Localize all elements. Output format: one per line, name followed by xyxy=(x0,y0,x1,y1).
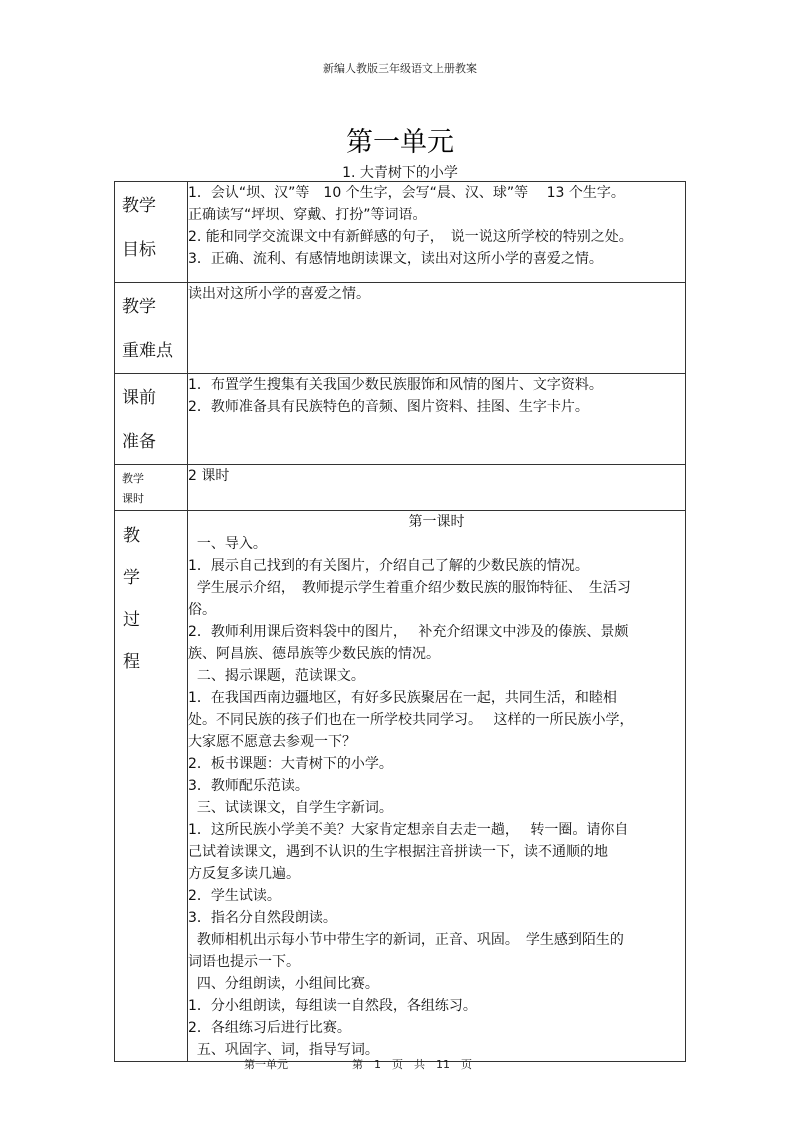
text-line: 处。不同民族的孩子们也在一所学校共同学习。 这样的一所民族小学， xyxy=(188,712,634,728)
content-preparation xyxy=(188,374,686,465)
text-line: 1．会认“坝、汉”等 10 个生字，会写“晨、汉、球”等 13 个生字。 xyxy=(188,185,625,201)
text-line: 正确读写“坪坝、穿戴、打扮”等词语。 xyxy=(188,207,427,223)
text-line: 四、分组朗读，小组间比赛。 xyxy=(188,976,379,992)
label-line: 程 xyxy=(123,652,140,672)
text-line: 俗。 xyxy=(188,602,216,618)
content-class-hours xyxy=(188,465,686,511)
label-line: 教学 xyxy=(122,196,156,216)
text-line: 一、导入。 xyxy=(188,536,267,552)
label-class-hours xyxy=(115,465,188,511)
page-header: 新编人教版三年级语文上册教案 xyxy=(323,62,477,75)
label-line: 学 xyxy=(123,568,140,588)
text-line: 2．教师准备具有民族特色的音频、图片资料、挂图、生字卡片。 xyxy=(188,399,589,415)
text-line: 3．正确、流利、有感情地朗读课文，读出对这所小学的喜爱之情。 xyxy=(188,251,603,267)
label-teaching-goals xyxy=(115,182,188,283)
text-line: 教师相机出示每小节中带生字的新词，正音、巩固。 学生感到陌生的 xyxy=(188,932,624,948)
label-line: 准备 xyxy=(122,432,156,452)
content-teaching-process xyxy=(188,511,686,1062)
label-line: 目标 xyxy=(122,240,156,260)
text-line: 己试着读课文，遇到不认识的生字根据注音拼读一下，读不通顺的地 xyxy=(188,844,608,860)
text-line: 2．教师利用课后资料袋中的图片， 补充介绍课文中涉及的傣族、景颇 xyxy=(188,624,629,640)
content-key-points xyxy=(188,283,686,374)
text-line: 三、试读课文，自学生字新词。 xyxy=(188,800,393,816)
text-line: 3．指名分自然段朗读。 xyxy=(188,910,337,926)
text-line: 2．学生试读。 xyxy=(188,888,281,904)
text-line: 2．各组练习后进行比赛。 xyxy=(188,1020,351,1036)
label-line: 教学 xyxy=(122,297,156,317)
text-line: 1．在我国西南边疆地区，有好多民族聚居在一起，共同生活，和睦相 xyxy=(188,690,617,706)
label-line: 课时 xyxy=(122,492,144,505)
lesson-title: 1. 大青树下的小学 xyxy=(342,165,458,181)
row-teaching-process xyxy=(115,511,686,1062)
label-line: 教学 xyxy=(122,472,144,485)
footer-page-number: 第 1 页 共 11 页 xyxy=(352,1058,472,1071)
text-line: 学生展示介绍， 教师提示学生着重介绍少数民族的服饰特征、 生活习 xyxy=(188,580,631,596)
footer-unit: 第一单元 xyxy=(244,1058,288,1071)
label-line: 重难点 xyxy=(122,341,173,361)
lesson-plan-table xyxy=(114,181,686,1062)
text-line: 1．布置学生搜集有关我国少数民族服饰和风情的图片、文字资料。 xyxy=(188,377,603,393)
content-teaching-goals xyxy=(188,182,686,283)
label-key-points xyxy=(115,283,188,374)
text-line: 五、巩固字、词，指导写词。 xyxy=(188,1042,379,1058)
row-preparation xyxy=(115,374,686,465)
text-line: 1．展示自己找到的有关图片，介绍自己了解的少数民族的情况。 xyxy=(188,558,589,574)
row-class-hours xyxy=(115,465,686,511)
label-preparation xyxy=(115,374,188,465)
text-line: 族、阿昌族、德昂族等少数民族的情况。 xyxy=(188,646,440,662)
label-line: 课前 xyxy=(122,388,156,408)
label-teaching-process xyxy=(115,511,188,1062)
row-key-points xyxy=(115,283,686,374)
text-line: 大家愿不愿意去参观一下？ xyxy=(188,734,356,750)
text-line: 2．板书课题：大青树下的小学。 xyxy=(188,756,393,772)
text-line: 1．这所民族小学美不美？大家肯定想亲自去走一趟， 转一圈。请你自 xyxy=(188,822,629,838)
text-line: 读出对这所小学的喜爱之情。 xyxy=(188,286,370,302)
text-line: 方反复多读几遍。 xyxy=(188,866,300,882)
text-line: 3．教师配乐范读。 xyxy=(188,778,309,794)
text-line: 词语也提示一下。 xyxy=(188,954,300,970)
text-line: 二、揭示课题，范读课文。 xyxy=(188,668,365,684)
label-line: 过 xyxy=(123,610,140,630)
text-line: 2. 能和同学交流课文中有新鲜感的句子， 说一说这所学校的特别之处。 xyxy=(188,229,633,245)
row-teaching-goals xyxy=(115,182,686,283)
text-line: 1．分小组朗读，每组读一自然段，各组练习。 xyxy=(188,998,477,1014)
unit-title: 第一单元 xyxy=(346,127,454,158)
label-line: 教 xyxy=(123,526,140,546)
text-line: 2 课时 xyxy=(188,468,230,484)
section-heading: 第一课时 xyxy=(408,514,465,530)
